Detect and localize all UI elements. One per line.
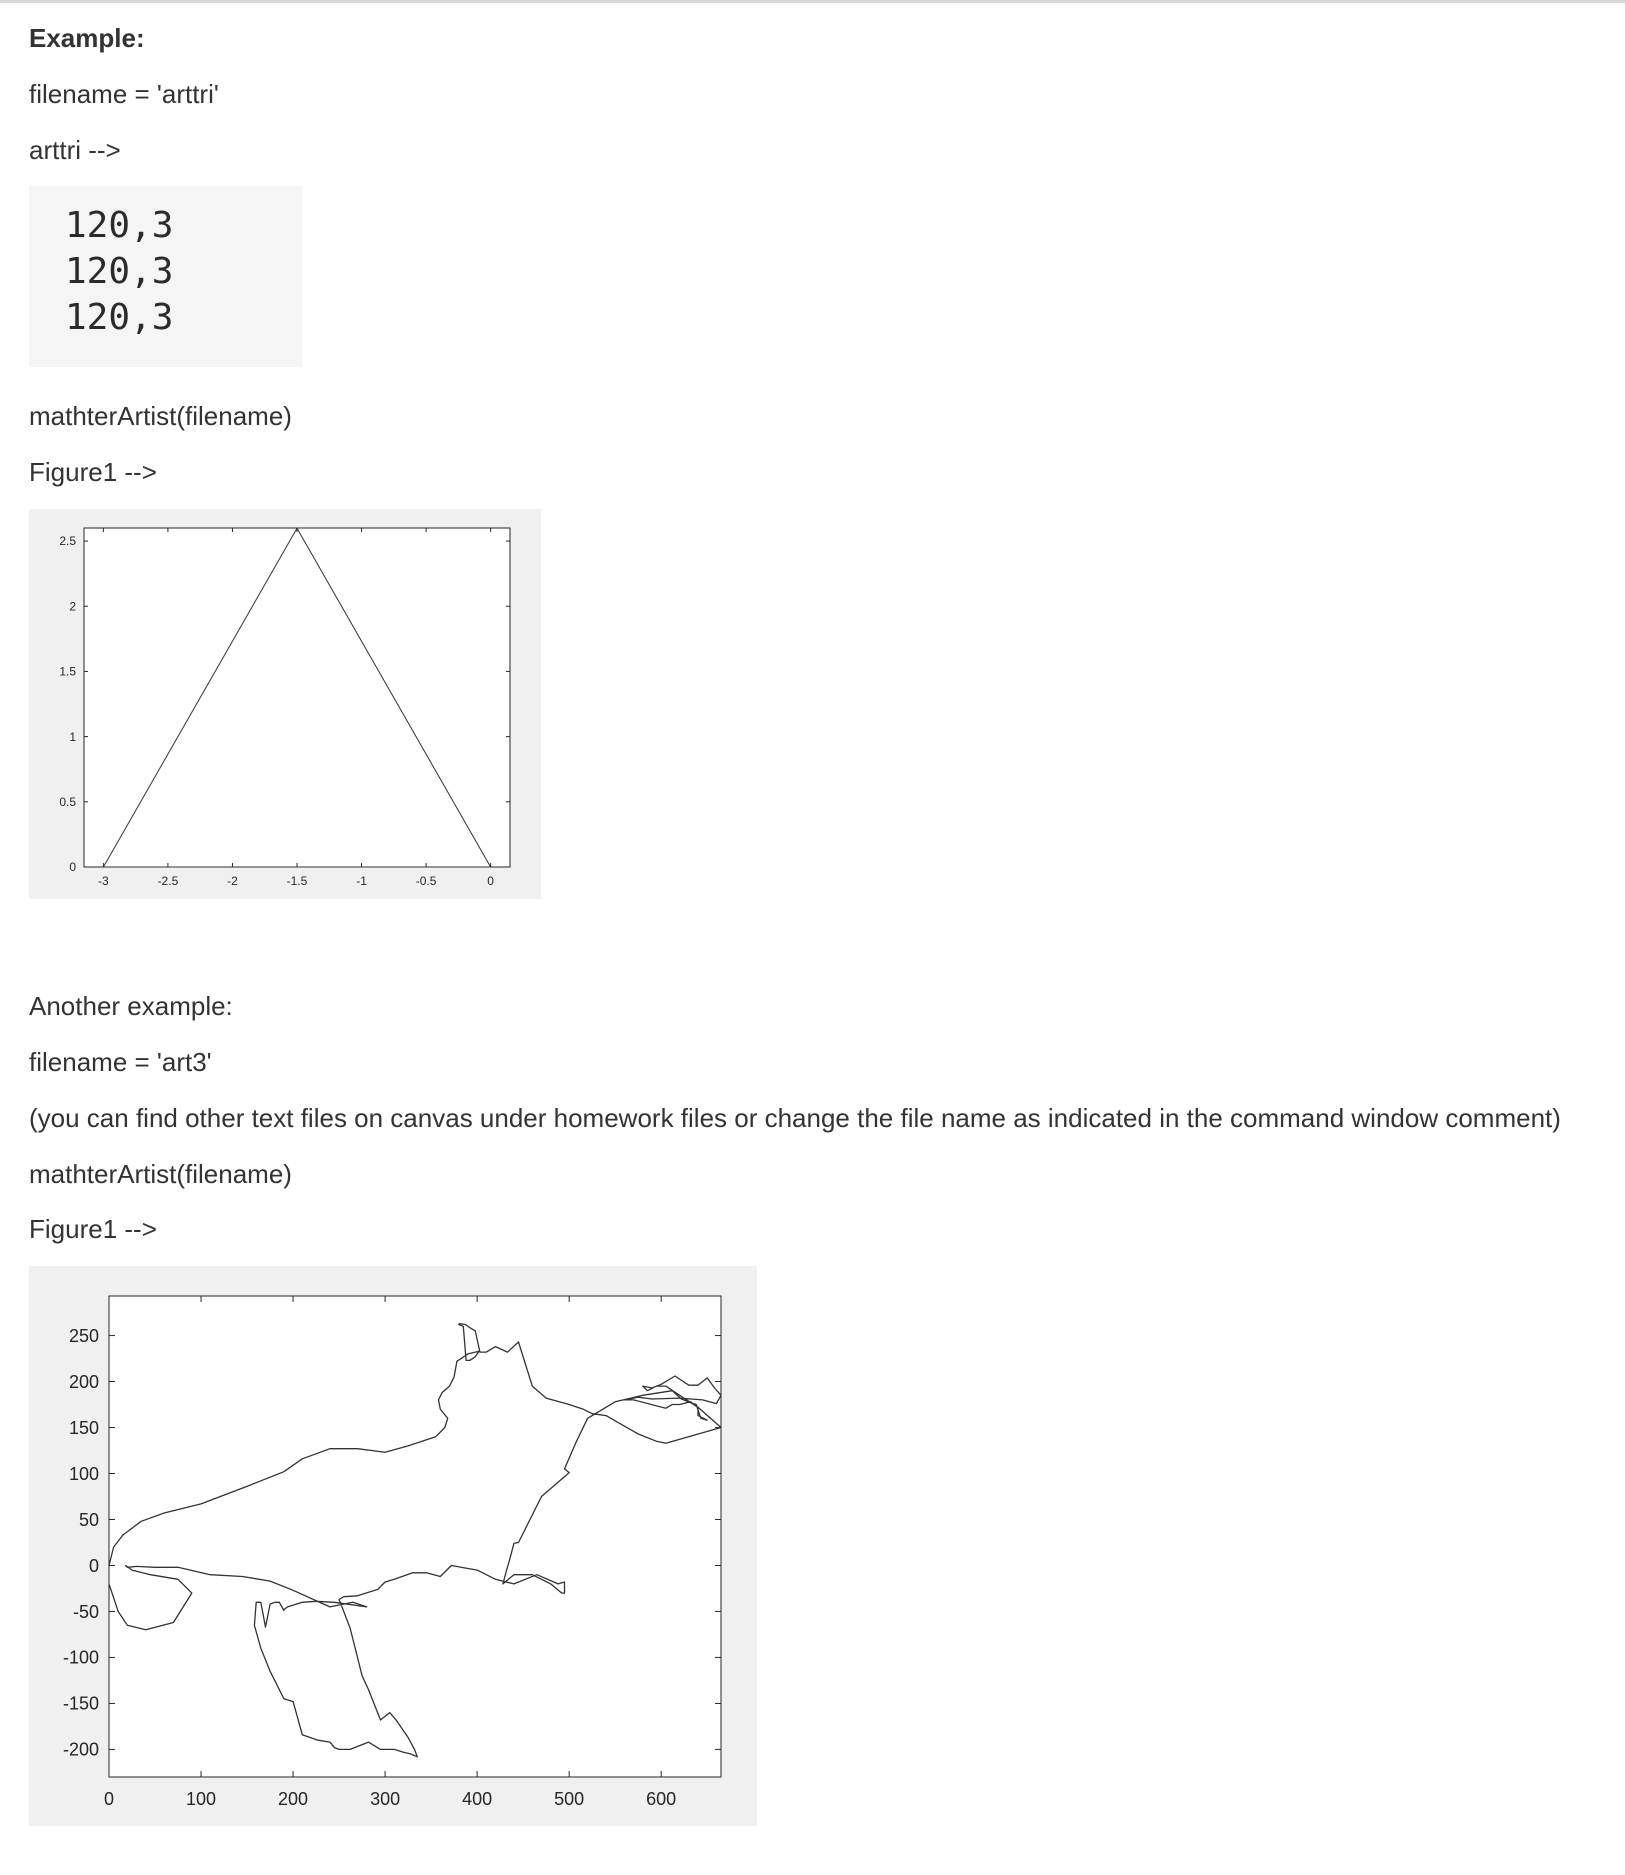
y-tick-label: 0.5: [59, 795, 76, 810]
figure1-label-1: Figure1 -->: [29, 457, 157, 487]
x-tick-label: 200: [278, 1789, 309, 1809]
y-tick-label: -50: [72, 1601, 99, 1622]
another-example-heading: Another example:: [29, 991, 233, 1021]
file-line: 120,3: [65, 205, 174, 246]
y-tick-label: 2.5: [59, 534, 76, 549]
arttri-file-contents: [29, 186, 302, 367]
instructions-note: (you can find other text files on canvas under homework files or change the file name as indicated in the command window comment): [29, 1103, 1561, 1133]
x-tick-label: -3: [98, 874, 109, 888]
y-tick-label: -200: [62, 1739, 99, 1760]
y-tick-label: 150: [68, 1417, 99, 1438]
file-line: 120,3: [65, 251, 174, 292]
y-tick-label: 0: [88, 1555, 99, 1576]
example-heading: Example:: [29, 23, 145, 53]
plot-area: [84, 528, 510, 867]
y-tick-label: 200: [68, 1371, 99, 1392]
triangle-figure: [29, 509, 541, 899]
y-tick-label: -100: [62, 1647, 99, 1668]
y-tick-label: 50: [78, 1509, 99, 1530]
x-tick-label: 300: [370, 1789, 401, 1809]
y-tick-label: 0: [69, 860, 76, 875]
y-tick-label: -150: [62, 1693, 99, 1714]
y-tick-label: 1.5: [59, 664, 76, 679]
y-tick-label: 1: [69, 729, 76, 744]
x-tick-label: -2: [227, 874, 238, 888]
x-tick-label: 400: [462, 1789, 493, 1809]
function-call-1: mathterArtist(filename): [29, 401, 292, 431]
dinosaur-figure: [29, 1266, 757, 1826]
x-tick-label: 600: [646, 1789, 677, 1809]
filename-line-art3: filename = 'art3': [29, 1047, 212, 1077]
y-tick-label: 250: [68, 1325, 99, 1346]
x-tick-label: -0.5: [415, 874, 437, 888]
figure1-label-2: Figure1 -->: [29, 1214, 157, 1244]
x-tick-label: 100: [186, 1789, 217, 1809]
triangle-plot: [29, 509, 541, 899]
y-tick-label: 2: [69, 599, 76, 614]
y-tick-label: 100: [68, 1463, 99, 1484]
file-line: 120,3: [65, 297, 174, 338]
plot-area: [109, 1296, 721, 1777]
filename-line-arttri: filename = 'arttri': [29, 79, 219, 109]
x-tick-label: -1.5: [286, 874, 308, 888]
x-tick-label: 0: [487, 874, 494, 888]
arttri-file-label: arttri -->: [29, 135, 121, 165]
function-call-2: mathterArtist(filename): [29, 1159, 292, 1189]
x-tick-label: 0: [103, 1789, 115, 1809]
x-tick-label: 500: [554, 1789, 585, 1809]
x-tick-label: -2.5: [157, 874, 179, 888]
x-tick-label: -1: [356, 874, 367, 888]
dinosaur-plot: [29, 1266, 757, 1826]
